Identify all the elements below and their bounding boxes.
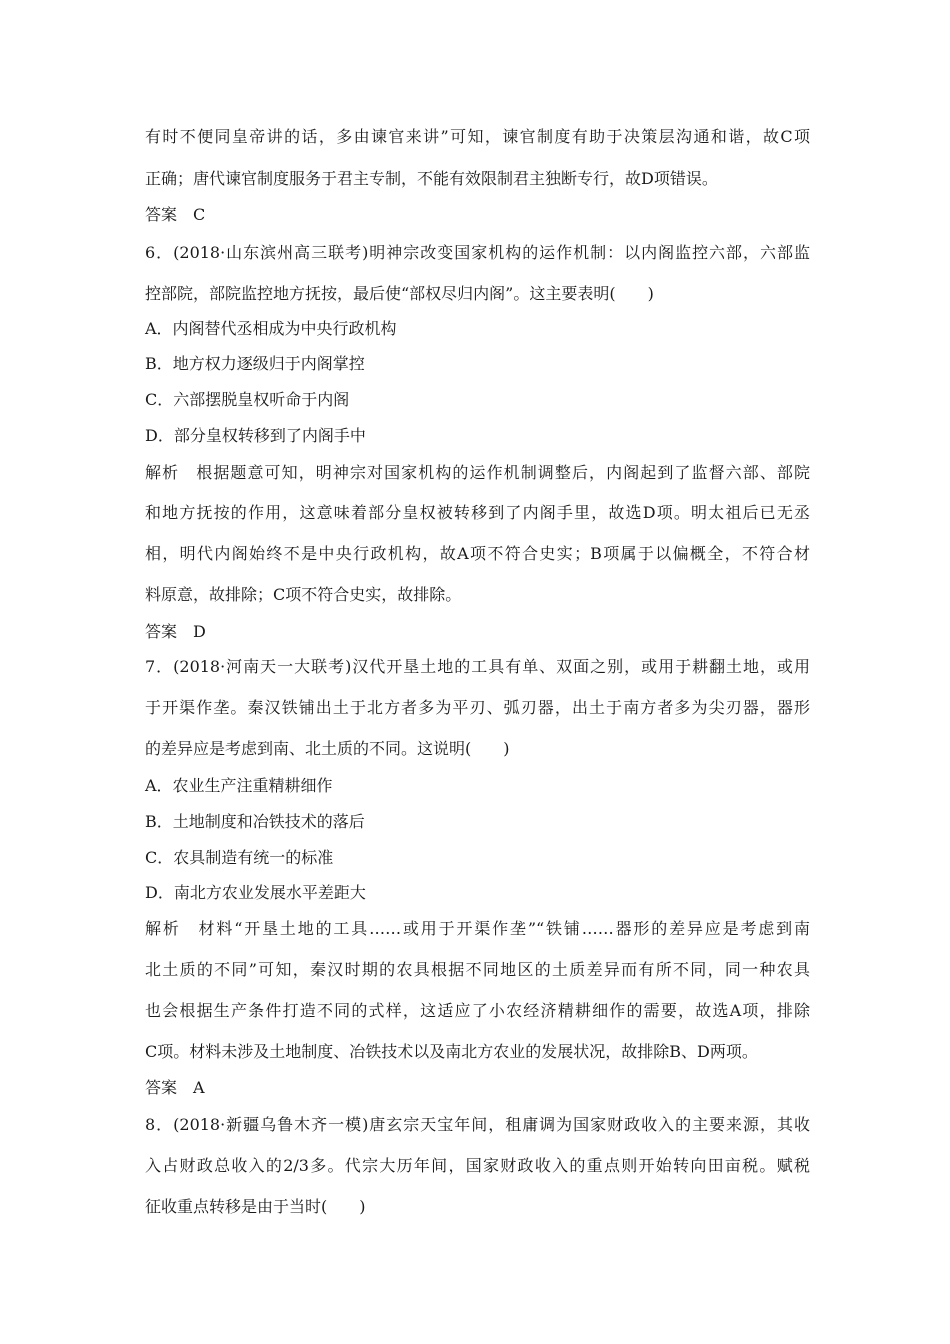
option-c: C．农具制造有统一的标准 — [145, 848, 334, 867]
option-a: A．内阁替代丞相成为中央行政机构 — [145, 319, 397, 338]
option-b: B．土地制度和冶铁技术的落后 — [145, 812, 365, 831]
question-stem: 征收重点转移是由于当时( ) — [145, 1197, 366, 1216]
option-d: D．部分皇权转移到了内阁手中 — [145, 426, 366, 445]
option-d: D．南北方农业发展水平差距大 — [145, 883, 366, 902]
analysis-line: 和地方抚按的作用，这意味着部分皇权被转移到了内阁手里，故选D项。明太祖后已无丞 — [145, 503, 810, 522]
analysis-line: 也会根据生产条件打造不同的式样，这适应了小农经济精耕细作的需要，故选A项，排除 — [145, 1001, 810, 1020]
analysis-line: 解析 材料“开垦土地的工具……或用于开渠作垄”“铁铺……器形的差异应是考虑到南 — [145, 919, 810, 938]
analysis-line: C项。材料未涉及土地制度、冶铁技术以及南北方农业的发展状况，故排除B、D两项。 — [145, 1042, 758, 1061]
analysis-line: 北土质的不同”可知，秦汉时期的农具根据不同地区的土质差异而有所不同，同一种农具 — [145, 960, 810, 979]
option-c: C．六部摆脱皇权听命于内阁 — [145, 390, 350, 409]
text-line: 有时不便同皇帝讲的话，多由谏官来讲”可知，谏官制度有助于决策层沟通和谐，故C项 — [145, 127, 810, 146]
question-stem: 于开渠作垄。秦汉铁铺出土于北方者多为平刃、弧刃器，出土于南方者多为尖刃器，器形 — [145, 698, 810, 717]
analysis-line: 解析 根据题意可知，明神宗对国家机构的运作机制调整后，内阁起到了监督六部、部院 — [145, 463, 810, 482]
question-stem: 6．(2018·山东滨州高三联考)明神宗改变国家机构的运作机制：以内阁监控六部，六部监 — [145, 243, 810, 262]
question-stem: 的差异应是考虑到南、北土质的不同。这说明( ) — [145, 739, 510, 758]
option-b: B．地方权力逐级归于内阁掌控 — [145, 354, 365, 373]
analysis-line: 料原意，故排除；C项不符合史实，故排除。 — [145, 585, 462, 604]
text-line: 正确；唐代谏官制度服务于君主专制，不能有效限制君主独断专行，故D项错误。 — [145, 169, 718, 188]
answer-line: 答案 C — [145, 205, 206, 224]
question-stem: 控部院，部院监控地方抚按，最后使“部权尽归内阁”。这主要表明( ) — [145, 284, 654, 303]
answer-line: 答案 D — [145, 622, 206, 641]
question-stem: 8．(2018·新疆乌鲁木齐一模)唐玄宗天宝年间，租庸调为国家财政收入的主要来源，其收 — [145, 1115, 810, 1134]
question-stem: 7．(2018·河南天一大联考)汉代开垦土地的工具有单、双面之别，或用于耕翻土地，或用 — [145, 657, 810, 676]
answer-line: 答案 A — [145, 1078, 205, 1097]
question-stem: 入占财政总收入的2/3多。代宗大历年间，国家财政收入的重点则开始转向田亩税。赋税 — [145, 1156, 810, 1175]
analysis-line: 相，明代内阁始终不是中央行政机构，故A项不符合史实；B项属于以偏概全，不符合材 — [145, 544, 810, 563]
option-a: A．农业生产注重精耕细作 — [145, 776, 333, 795]
